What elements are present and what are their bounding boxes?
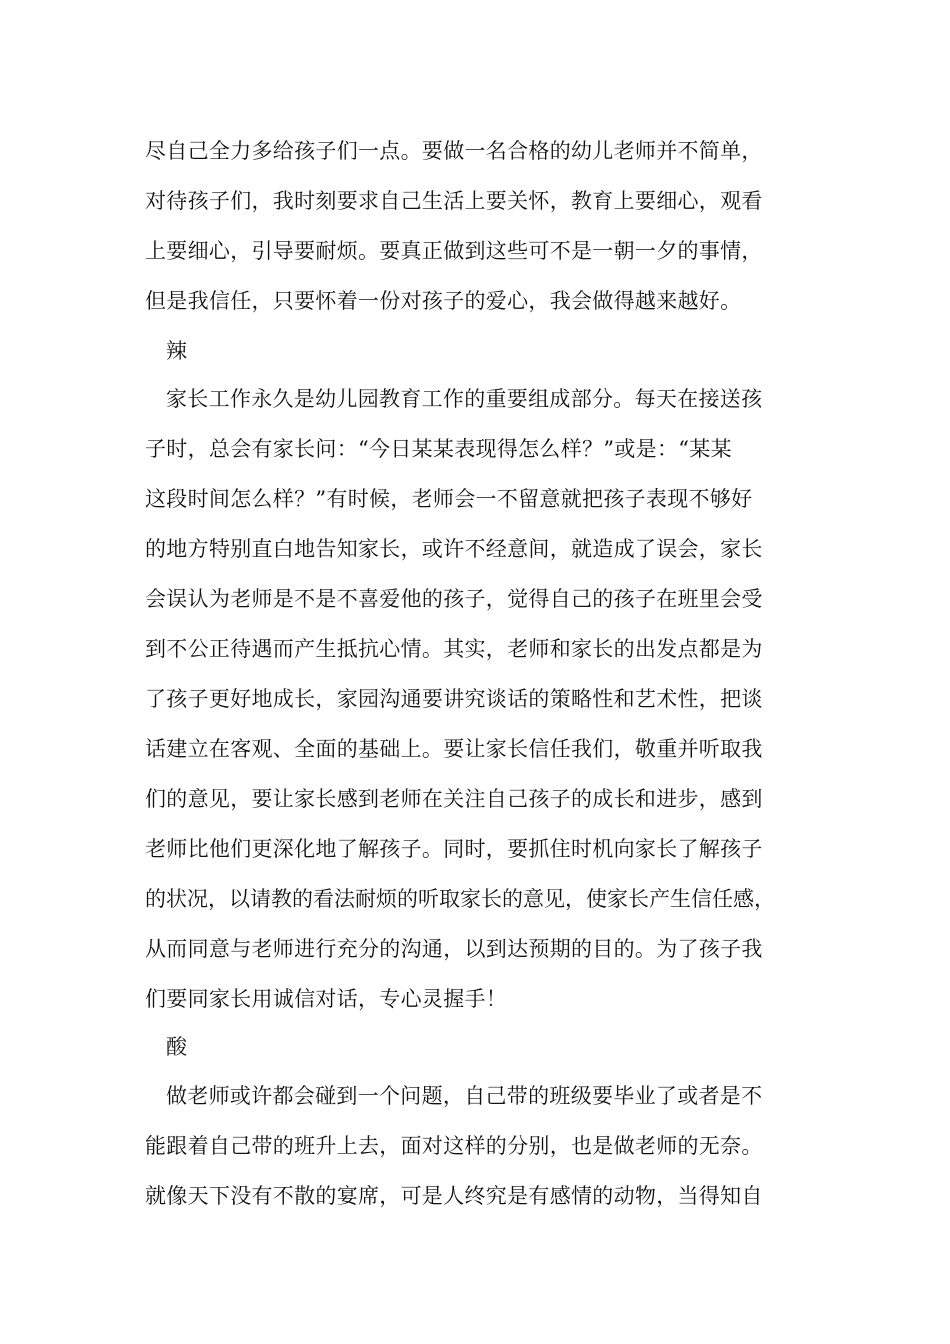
paragraph-line: 们要同家长用诚信对话，专心灵握手！	[145, 987, 508, 1011]
paragraph-line: 从而同意与老师进行充分的沟通，以到达预期的目的。为了孩子我	[145, 937, 763, 961]
paragraph-line: 老师比他们更深化地了解孩子。同时，要抓住时机向家长了解孩子	[145, 837, 763, 861]
paragraph-line: 的地方特别直白地告知家长，或许不经意间，就造成了误会，家长	[145, 537, 763, 561]
paragraph-line: 能跟着自己带的班升上去，面对这样的分别，也是做老师的无奈。	[145, 1134, 763, 1158]
paragraph-line: 对待孩子们，我时刻要求自己生活上要关怀，教育上要细心，观看	[145, 189, 763, 213]
paragraph-line: 们的意见，要让家长感到老师在关注自己孩子的成长和进步，感到	[145, 787, 763, 811]
section-heading-spicy: 辣	[166, 339, 188, 363]
paragraph-line: 这段时间怎么样？”有时候，老师会一不留意就把孩子表现不够好	[145, 487, 753, 511]
paragraph-line: 到不公正待遇而产生抵抗心情。其实，老师和家长的出发点都是为	[145, 637, 763, 661]
paragraph-line: 家长工作永久是幼儿园教育工作的重要组成部分。每天在接送孩	[166, 387, 763, 411]
paragraph-line: 了孩子更好地成长，家园沟通要讲究谈话的策略性和艺术性，把谈	[145, 687, 763, 711]
paragraph-line: 尽自己全力多给孩子们一点。要做一名合格的幼儿老师并不简单，	[145, 139, 763, 163]
paragraph-line: 就像天下没有不散的宴席，可是人终究是有感情的动物，当得知自	[145, 1184, 763, 1208]
paragraph-line: 的状况，以请教的看法耐烦的听取家长的意见，使家长产生信任感，	[145, 887, 775, 911]
paragraph-line: 会误认为老师是不是不喜爱他的孩子，觉得自己的孩子在班里会受	[145, 587, 763, 611]
paragraph-line: 上要细心，引导要耐烦。要真正做到这些可不是一朝一夕的事情，	[145, 239, 763, 263]
paragraph-line: 做老师或许都会碰到一个问题，自己带的班级要毕业了或者是不	[166, 1084, 763, 1108]
paragraph-line: 但是我信任，只要怀着一份对孩子的爱心，我会做得越来越好。	[145, 289, 742, 313]
section-heading-sour: 酸	[166, 1035, 188, 1059]
paragraph-line: 话建立在客观、全面的基础上。要让家长信任我们，敬重并听取我	[145, 737, 763, 761]
paragraph-line: 子时，总会有家长问：“今日某某表现得怎么样？”或是：“某某	[145, 437, 732, 461]
